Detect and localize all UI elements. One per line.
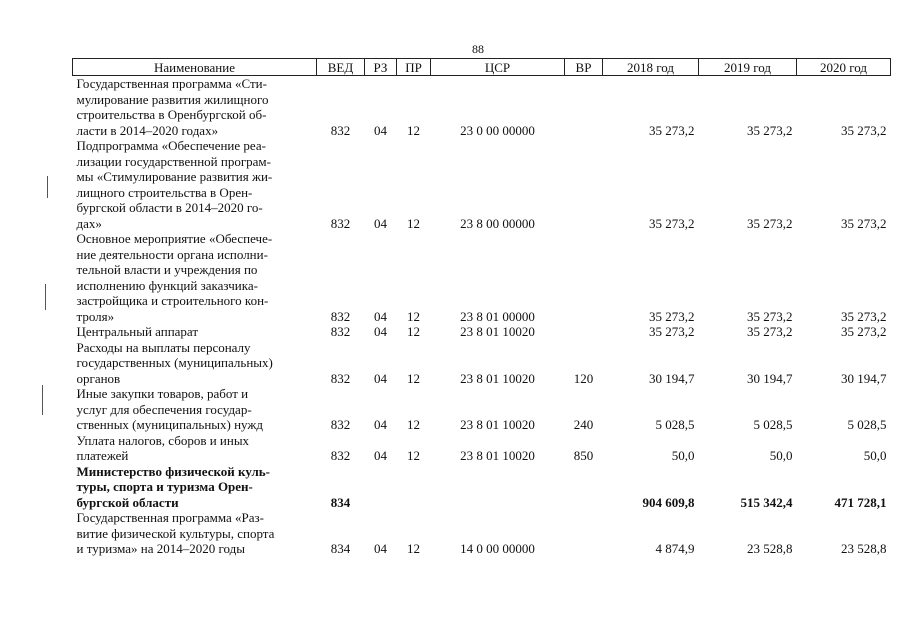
row-name: [73, 464, 317, 511]
row-value-2019: 5 028,5: [753, 417, 793, 432]
row-value-2018: 30 194,7: [649, 370, 695, 386]
row-name-line: Расходы на выплаты персоналу: [76, 339, 251, 355]
row-rz: 04: [374, 215, 387, 231]
row-value-2018: 5 028,5: [655, 417, 695, 432]
row-ved: 834: [330, 494, 351, 510]
margin-scan-mark: [47, 176, 48, 198]
row-rz: 04: [374, 541, 387, 556]
row-ved: 832: [330, 448, 351, 463]
table-row: [73, 340, 891, 387]
row-name: [73, 231, 317, 324]
row-value-2020: 23 528,8: [841, 541, 887, 556]
row-name-line: ласти в 2014–2020 годах»: [76, 122, 219, 138]
row-ved: 832: [330, 122, 351, 138]
table-row: [73, 433, 891, 464]
row-vr: 120: [573, 370, 594, 386]
row-vr: 240: [573, 417, 594, 432]
row-value-2020: 5 028,5: [847, 417, 887, 432]
table-row: [73, 138, 891, 231]
row-vr: [565, 138, 603, 231]
row-csr: 23 8 01 10020: [460, 417, 535, 432]
header-csr: ЦСР: [431, 59, 565, 76]
row-value-2019: 50,0: [769, 448, 793, 463]
row-name-line: Подпрограмма «Обеспечение реа-: [76, 138, 266, 153]
row-name-line: услуг для обеспечения государ-: [76, 401, 252, 417]
row-value-2020: 35 273,2: [841, 122, 887, 138]
row-csr: 23 8 01 10020: [460, 324, 535, 339]
row-name-line: Основное мероприятие «Обеспече-: [76, 231, 273, 246]
header-vr: ВР: [565, 59, 603, 76]
row-name: [73, 138, 317, 231]
row-value-2020: 471 728,1: [834, 494, 887, 510]
row-ved: 832: [330, 308, 351, 324]
row-name-line: Государственная программа «Сти-: [76, 76, 267, 91]
table-row: [73, 510, 891, 557]
row-value-2018: 35 273,2: [649, 324, 695, 339]
row-value-2018: 4 874,9: [655, 541, 695, 556]
table-row: [73, 386, 891, 433]
row-vr: 850: [573, 448, 594, 463]
row-vr: [565, 464, 603, 511]
row-rz: 04: [374, 417, 387, 432]
row-name-line: туры, спорта и туризма Орен-: [76, 479, 253, 494]
row-name-line: ние деятельности органа исполни-: [76, 246, 268, 262]
row-name-line: лизации государственной програм-: [76, 153, 271, 169]
row-csr: 23 8 00 00000: [460, 215, 535, 231]
row-name-line: лищного строительства в Орен-: [76, 184, 253, 200]
row-rz: 04: [374, 448, 387, 463]
row-value-2018: 35 273,2: [649, 215, 695, 231]
row-ved: 832: [330, 370, 351, 386]
row-value-2019: 23 528,8: [747, 541, 793, 556]
row-value-2020: 35 273,2: [841, 308, 887, 324]
margin-scan-mark: [45, 284, 46, 310]
row-csr: 23 8 01 10020: [460, 448, 535, 463]
table-row: [73, 464, 891, 511]
row-vr: [565, 324, 603, 340]
row-vr: [565, 76, 603, 139]
row-name-line: и туризма» на 2014–2020 годы: [76, 541, 245, 556]
row-value-2020: 35 273,2: [841, 324, 887, 339]
row-ved: 832: [330, 417, 351, 432]
row-name-line: бургской области: [76, 494, 179, 510]
header-2019: 2019 год: [699, 59, 797, 76]
row-rz: 04: [374, 324, 387, 339]
row-value-2019: 35 273,2: [747, 215, 793, 231]
row-csr: 23 8 01 00000: [460, 308, 535, 324]
row-value-2018: 50,0: [671, 448, 695, 463]
header-name: Наименование: [73, 59, 317, 76]
row-name-line: витие физической культуры, спорта: [76, 525, 275, 541]
page-number: 88: [472, 42, 484, 56]
row-name: [73, 340, 317, 387]
row-name-line: мы «Стимулирование развития жи-: [76, 169, 273, 184]
row-value-2018: 35 273,2: [649, 122, 695, 138]
row-name: [73, 510, 317, 557]
row-value-2019: 30 194,7: [747, 370, 793, 386]
row-name-line: платежей: [76, 448, 129, 463]
row-name: [73, 433, 317, 464]
row-csr: 23 8 01 10020: [460, 370, 535, 386]
row-ved: 834: [330, 541, 351, 556]
row-name-line: дах»: [76, 215, 102, 231]
row-name-line: Уплата налогов, сборов и иных: [76, 432, 250, 448]
header-ved: ВЕД: [317, 59, 365, 76]
row-name-line: ственных (муниципальных) нужд: [76, 417, 263, 432]
row-rz: 04: [374, 370, 387, 386]
row-name-line: тельной власти и учреждения по: [76, 262, 258, 277]
row-value-2018: 904 609,8: [642, 494, 695, 510]
row-name-line: Центральный аппарат: [76, 324, 199, 339]
row-value-2019: 35 273,2: [747, 122, 793, 138]
row-name-line: органов: [76, 370, 121, 386]
row-name-line: государственных (муниципальных): [76, 355, 273, 370]
table-header-row: [73, 59, 891, 76]
row-csr: [431, 464, 565, 511]
table-row: [73, 76, 891, 139]
row-name-line: Министерство физической куль-: [76, 463, 271, 479]
row-pr: 12: [407, 417, 420, 432]
row-rz: 04: [374, 308, 387, 324]
row-value-2019: 35 273,2: [747, 324, 793, 339]
row-pr: 12: [407, 370, 420, 386]
row-name: [73, 324, 317, 340]
row-pr: 12: [407, 308, 420, 324]
header-2018: 2018 год: [603, 59, 699, 76]
table-body: [73, 76, 891, 557]
margin-scan-mark: [42, 385, 43, 415]
header-2020: 2020 год: [797, 59, 891, 76]
row-ved: 832: [330, 324, 351, 339]
row-name: [73, 76, 317, 139]
row-name-line: Иные закупки товаров, работ и: [76, 386, 249, 401]
row-pr: [397, 464, 431, 511]
table-row: [73, 324, 891, 340]
row-name-line: застройщика и строительного кон-: [76, 293, 269, 308]
row-name-line: бургской области в 2014–2020 го-: [76, 200, 263, 215]
row-name-line: Государственная программа «Раз-: [76, 510, 264, 525]
row-value-2020: 50,0: [863, 448, 887, 463]
budget-table: [72, 58, 891, 557]
row-ved: 832: [330, 215, 351, 231]
header-pr: ПР: [397, 59, 431, 76]
row-name-line: троля»: [76, 308, 115, 324]
row-name-line: мулирование развития жилищного: [76, 91, 269, 107]
row-rz: 04: [374, 122, 387, 138]
table-row: [73, 231, 891, 324]
row-value-2020: 35 273,2: [841, 215, 887, 231]
row-rz: [365, 464, 397, 511]
row-pr: 12: [407, 122, 420, 138]
row-value-2020: 30 194,7: [841, 370, 887, 386]
row-vr: [565, 510, 603, 557]
row-name-line: исполнению функций заказчика-: [76, 277, 258, 293]
row-pr: 12: [407, 324, 420, 339]
row-vr: [565, 231, 603, 324]
row-name: [73, 386, 317, 433]
row-csr: 14 0 00 00000: [460, 541, 535, 556]
row-value-2019: 515 342,4: [740, 494, 793, 510]
row-csr: 23 0 00 00000: [460, 122, 535, 138]
row-value-2018: 35 273,2: [649, 308, 695, 324]
row-pr: 12: [407, 541, 420, 556]
row-value-2019: 35 273,2: [747, 308, 793, 324]
header-rz: РЗ: [365, 59, 397, 76]
row-name-line: строительства в Оренбургской об-: [76, 107, 267, 122]
row-pr: 12: [407, 215, 420, 231]
row-pr: 12: [407, 448, 420, 463]
